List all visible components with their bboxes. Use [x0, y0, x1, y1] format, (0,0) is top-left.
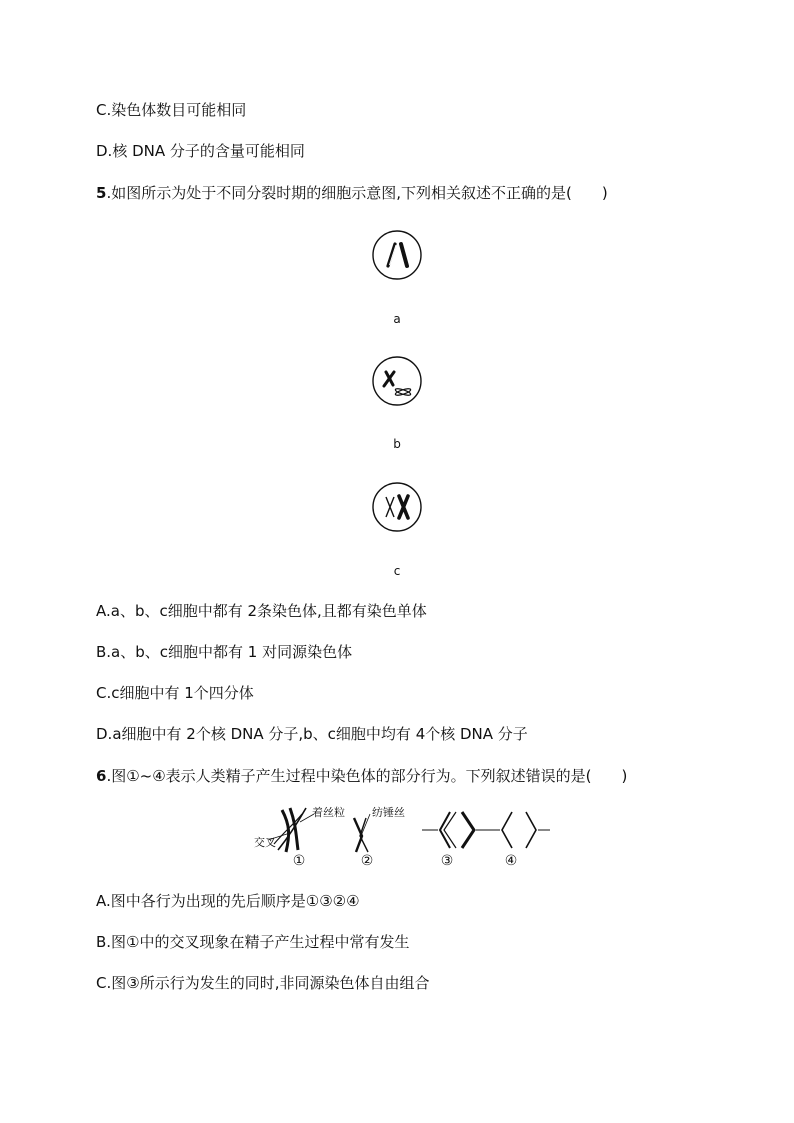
question-text: .图①~④表示人类精子产生过程中染色体的部分行为。下列叙述错误的是( )	[106, 767, 628, 785]
question-text: .如图所示为处于不同分裂时期的细胞示意图,下列相关叙述不正确的是( )	[106, 184, 608, 202]
question-5-option-d: D.a细胞中有 2个核 DNA 分子,b、c细胞中均有 4个核 DNA 分子	[96, 725, 528, 743]
figure-meiosis	[250, 800, 550, 875]
question-5-option-b: B.a、b、c细胞中都有 1 对同源染色体	[96, 643, 353, 661]
question-5-option-a: A.a、b、c细胞中都有 2条染色体,且都有染色单体	[96, 602, 427, 620]
question-6-option-a: A.图中各行为出现的先后顺序是①③②④	[96, 892, 360, 910]
label-cross: 交叉	[254, 836, 276, 849]
cell-a-label: a	[393, 312, 401, 326]
stage-4-number: ④	[504, 853, 518, 869]
question-number: 5	[96, 184, 107, 202]
cell-c-label: c	[393, 564, 401, 578]
question-6-stem	[96, 766, 627, 786]
option-c-top: C.染色体数目可能相同	[96, 101, 247, 119]
question-number: 6	[96, 767, 107, 785]
stage-2-number: ②	[360, 853, 374, 869]
cell-c-icon	[370, 480, 424, 534]
option-d-top: D.核 DNA 分子的含量可能相同	[96, 142, 305, 160]
question-6-option-b: B.图①中的交叉现象在精子产生过程中常有发生	[96, 933, 410, 951]
question-5-option-c: C.c细胞中有 1个四分体	[96, 684, 254, 702]
cell-b-icon	[370, 354, 424, 408]
stage-1-number: ①	[292, 853, 306, 869]
label-centromere: 着丝粒	[312, 806, 345, 819]
cell-a-icon	[370, 228, 424, 282]
stage-3-number: ③	[440, 853, 454, 869]
label-spindle: 纺锤丝	[372, 806, 405, 819]
question-5-stem	[96, 183, 608, 203]
cell-b-label: b	[393, 437, 401, 451]
question-6-option-c: C.图③所示行为发生的同时,非同源染色体自由组合	[96, 974, 430, 992]
